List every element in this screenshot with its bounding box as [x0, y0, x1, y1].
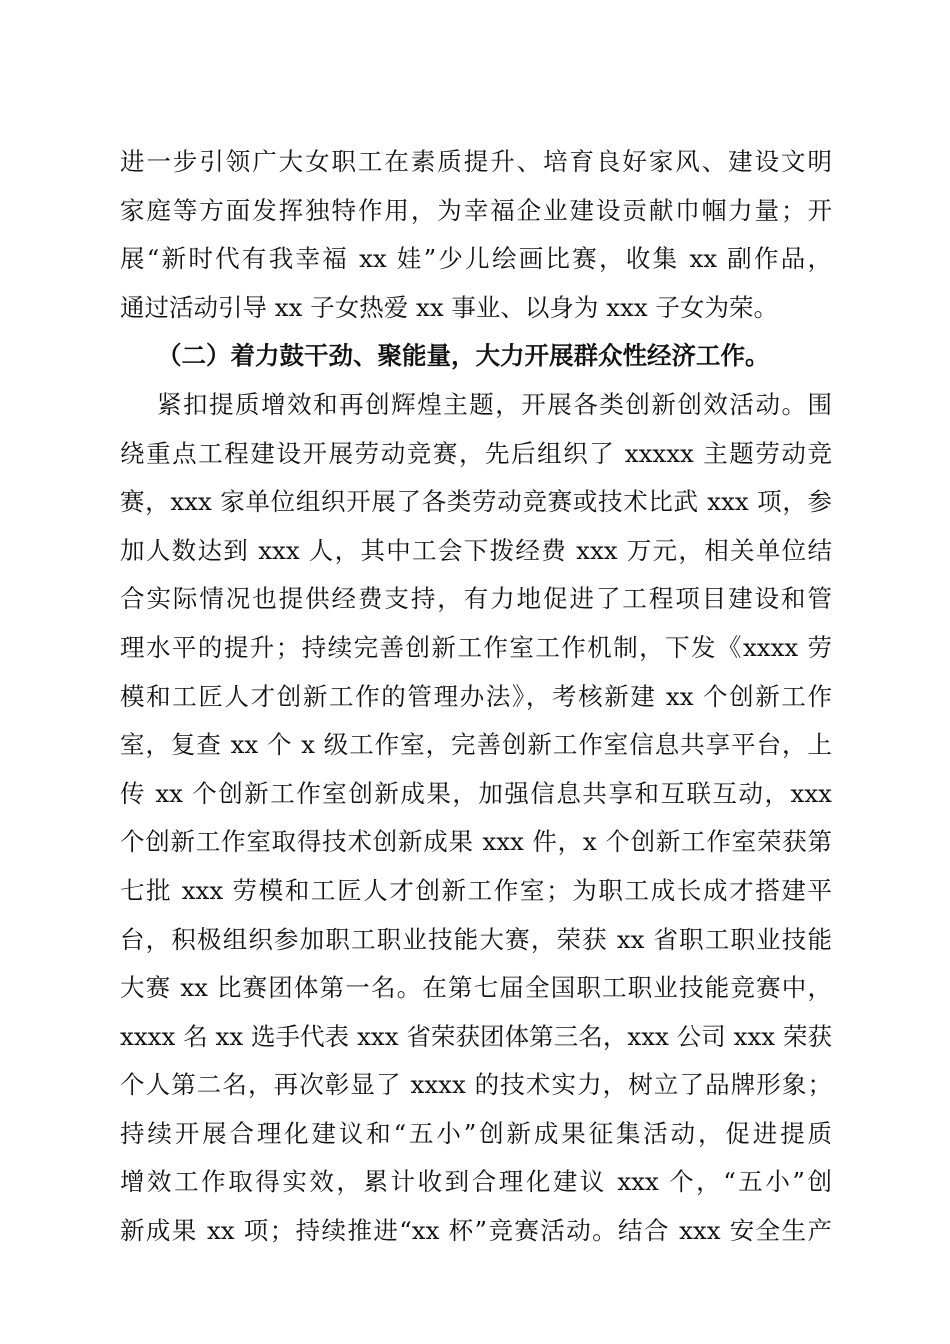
paragraph-line: 个人第二名，再次彰显了 xxxx 的技术实力，树立了品牌形象；: [120, 1070, 832, 1100]
paragraph-line: 绕重点工程建设开展劳动竞赛，先后组织了 xxxxx 主题劳动竞: [120, 438, 832, 468]
paragraph-line: 增效工作取得实效，累计收到合理化建议 xxx 个，“五小”创: [120, 1167, 832, 1197]
paragraph-line: 通过活动引导 xx 子女热爱 xx 事业、以身为 xxx 子女为荣。: [120, 292, 778, 322]
body-text: [120, 138, 832, 1256]
paragraph-line: 加人数达到 xxx 人，其中工会下拨经费 xxx 万元，相关单位结: [120, 535, 832, 565]
paragraph-line: 持续开展合理化建议和“五小”创新成果征集活动，促进提质: [120, 1118, 832, 1148]
paragraph-line: 台，积极组织参加职工职业技能大赛，荣获 xx 省职工职业技能: [120, 924, 832, 954]
paragraph-line: 理水平的提升；持续完善创新工作室工作机制，下发《xxxx 劳: [120, 632, 832, 662]
paragraph-line: 紧扣提质增效和再创辉煌主题，开展各类创新创效活动。围: [157, 389, 832, 419]
paragraph-line: 家庭等方面发挥独特作用，为幸福企业建设贡献巾帼力量；开: [120, 195, 832, 225]
paragraph-line: 七批 xxx 劳模和工匠人才创新工作室；为职工成长成才搭建平: [120, 875, 832, 905]
paragraph-line: 新成果 xx 项；持续推进“xx 杯”竞赛活动。结合 xxx 安全生产: [120, 1216, 832, 1246]
paragraph-line: 展“新时代有我幸福 xx 娃”少儿绘画比赛，收集 xx 副作品，: [120, 244, 832, 274]
section-heading: （二）着力鼓干劲、聚能量，大力开展群众性经济工作。: [157, 341, 770, 371]
paragraph-line: 个创新工作室取得技术创新成果 xxx 件，x 个创新工作室荣获第: [120, 827, 832, 857]
paragraph-line: 进一步引领广大女职工在素质提升、培育良好家风、建设文明: [120, 147, 832, 176]
paragraph-line: 赛，xxx 家单位组织开展了各类劳动竞赛或技术比武 xxx 项，参: [120, 487, 832, 517]
paragraph-line: 传 xx 个创新工作室创新成果，加强信息共享和互联互动，xxx: [120, 778, 832, 808]
paragraph-line: 室，复查 xx 个 x 级工作室，完善创新工作室信息共享平台，上: [120, 730, 832, 760]
paragraph-line: 模和工匠人才创新工作的管理办法》，考核新建 xx 个创新工作: [120, 681, 832, 711]
paragraph-line: 合实际情况也提供经费支持，有力地促进了工程项目建设和管: [120, 584, 832, 614]
paragraph-line: xxxx 名 xx 选手代表 xxx 省荣获团体第三名，xxx 公司 xxx 荣获: [120, 1021, 832, 1051]
paragraph-line: 大赛 xx 比赛团体第一名。在第七届全国职工职业技能竞赛中，: [120, 973, 832, 1003]
